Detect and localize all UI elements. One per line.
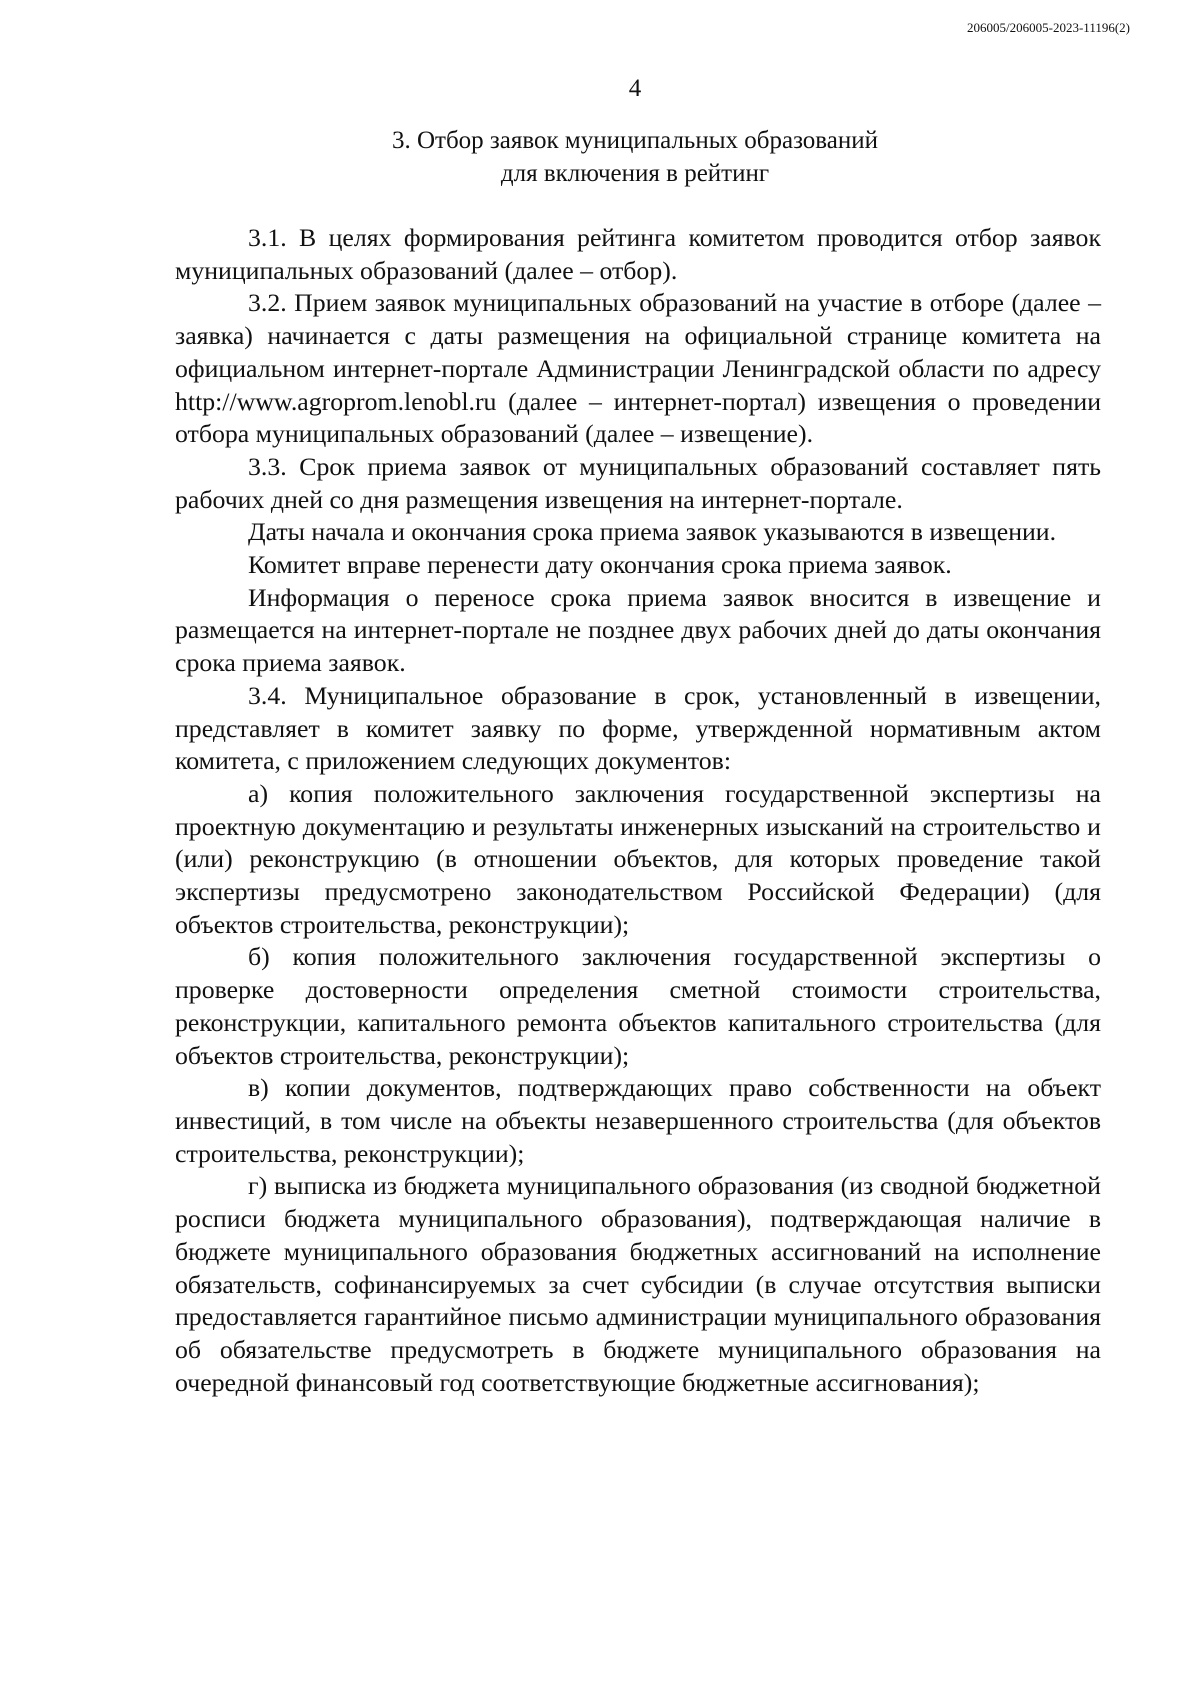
document-body xyxy=(175,222,1101,1399)
paragraph-dates: Даты начала и окончания срока приема заявок указываются в извещении. xyxy=(248,517,1057,547)
paragraph-3-1: 3.1. В целях формирования рейтинга комитетом проводится отбор заявок муниципальных образований (далее – отбор). xyxy=(175,223,1101,285)
paragraph-postpone-info: Информация о переносе срока приема заявок вносится в извещение и размещается на интернет-портале не позднее двух рабочих дней до даты окончания срока приема заявок. xyxy=(175,582,1101,678)
paragraph-postpone-right: Комитет вправе перенести дату окончания срока приема заявок. xyxy=(248,550,952,580)
section-title xyxy=(0,124,1200,190)
list-item-a: а) копия положительного заключения государственной экспертизы на проектную документацию и результаты инженерных изысканий на строительство и (или) реконструкцию (в отношении объектов, для которых проведение такой экспертизы предусмотрено законодательством Российской Федерации) (для объектов строительства, реконструкции); xyxy=(175,778,1101,939)
paragraph-3-3: 3.3. Срок приема заявок от муниципальных образований составляет пять рабочих дней со дня размещения извещения на интернет-портале. xyxy=(175,451,1101,514)
section-title-line-2: для включения в рейтинг xyxy=(500,160,770,187)
section-title-line-1: 3. Отбор заявок муниципальных образований xyxy=(391,127,879,154)
list-item-g: г) выписка из бюджета муниципального образования (из сводной бюджетной росписи бюджета муниципального образования), подтверждающая наличие в бюджете муниципального образования бюджетных ассигнований на исполнение обязательств, софинансируемых за счет субсидии (в случае отсутствия выписки предоставляется гарантийное письмо администрации муниципального образования об обязательстве предусмотреть в бюджете муниципального образования на очередной финансовый год соответствующие бюджетные ассигнования); xyxy=(175,1171,1101,1397)
document-id: 206005/206005-2023-11196(2) xyxy=(967,20,1130,35)
page-number: 4 xyxy=(628,75,642,102)
paragraph-3-4: 3.4. Муниципальное образование в срок, установленный в извещении, представляет в комитет заявку по форме, утвержденной нормативным актом комитета, с приложением следующих документов: xyxy=(175,680,1101,776)
list-item-v: в) копии документов, подтверждающих право собственности на объект инвестиций, в том числе на объекты незавершенного строительства (для объектов строительства, реконструкции); xyxy=(175,1073,1101,1168)
paragraph-3-2: 3.2. Прием заявок муниципальных образований на участие в отборе (далее – заявка) начинается с даты размещения на официальной странице комитета на официальном интернет-портале Администрации Ленинградской области по адресу http://www.agroprom.lenobl.ru (далее – интернет-портал) извещения о проведении отбора муниципальных образований (далее – извещение). xyxy=(175,288,1101,449)
list-item-b: б) копия положительного заключения государственной экспертизы о проверке достоверности определения сметной стоимости строительства, реконструкции, капитального ремонта объектов капитального строительства (для объектов строительства, реконструкции); xyxy=(175,942,1101,1070)
